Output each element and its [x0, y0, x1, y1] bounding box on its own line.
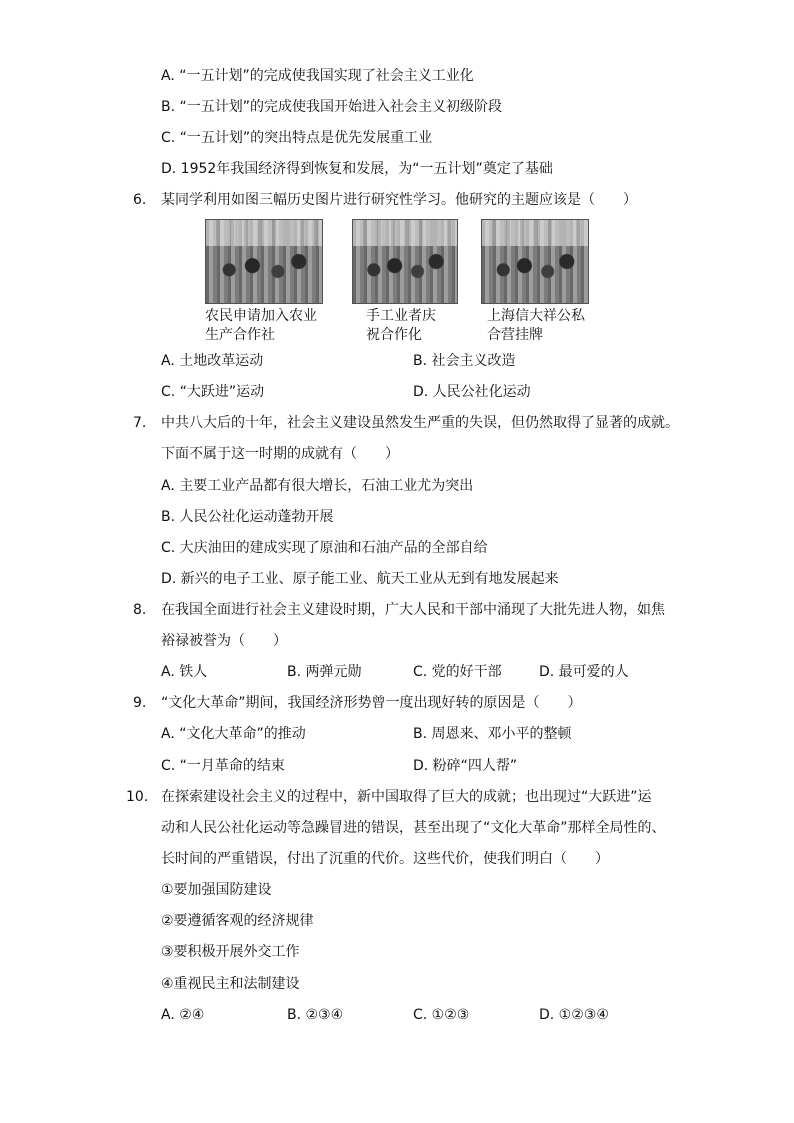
q10-item-3: ③要积极开展外交工作: [161, 944, 300, 960]
q8-option-d: D. 最可爱的人: [539, 664, 629, 680]
q7-option-a: A. 主要工业产品都有很大增长，石油工业尤为突出: [161, 478, 474, 494]
q10-option-b: B. ②③④: [287, 1007, 344, 1023]
q8-number: 8.: [133, 602, 147, 618]
q9-number: 9.: [133, 695, 147, 711]
q9-option-c: C. “一月革命的结束: [161, 758, 285, 774]
photo-caption-3b: 合营挂牌: [487, 327, 543, 343]
q6-option-a: A. 土地改革运动: [161, 353, 264, 369]
farmers-photo: [205, 219, 323, 304]
q7-option-b: B. 人民公社化运动蓬勃开展: [161, 509, 334, 525]
q10-stem-line3: 长时间的严重错误，付出了沉重的代价。这些代价，使我们明白（ ）: [161, 851, 609, 867]
shanghai-store-photo: [481, 219, 589, 304]
q5-option-b: B. “一五计划”的完成使我国开始进入社会主义初级阶段: [161, 99, 503, 115]
q6-option-d: D. 人民公社化运动: [413, 384, 531, 400]
q10-item-4: ④重视民主和法制建设: [161, 976, 300, 992]
photo-caption-2b: 祝合作化: [366, 327, 422, 343]
q9-option-d: D. 粉碎“四人帮”: [413, 758, 518, 774]
q7-option-d: D. 新兴的电子工业、原子能工业、航天工业从无到有地发展起来: [161, 571, 559, 587]
q10-item-1: ①要加强国防建设: [161, 882, 272, 898]
photo-caption-2a: 手工业者庆: [366, 308, 436, 324]
q8-option-c: C. 党的好干部: [413, 664, 502, 680]
q8-option-b: B. 两弹元勋: [287, 664, 362, 680]
q7-number: 7.: [133, 415, 147, 431]
photo-caption-1b: 生产合作社: [205, 327, 275, 343]
q5-option-d: D. 1952年我国经济得到恢复和发展，为“一五计划”奠定了基础: [161, 161, 553, 177]
q10-stem-line2: 动和人民公社化运动等急躁冒进的错误，甚至出现了“文化大革命”那样全局性的、: [161, 820, 666, 836]
q9-stem: “文化大革命”期间，我国经济形势曾一度出现好转的原因是（ ）: [161, 695, 582, 711]
q6-option-b: B. 社会主义改造: [413, 353, 516, 369]
q10-option-d: D. ①②③④: [539, 1007, 609, 1023]
q10-number: 10.: [126, 789, 149, 805]
q6-stem: 某同学利用如图三幅历史图片进行研究性学习。他研究的主题应该是（ ）: [161, 192, 637, 208]
q9-option-b: B. 周恩来、邓小平的整顿: [413, 726, 572, 742]
photo-caption-3a: 上海信大祥公私: [487, 308, 585, 324]
q5-option-a: A. “一五计划”的完成使我国实现了社会主义工业化: [161, 68, 474, 84]
q5-option-c: C. “一五计划”的突出特点是优先发展重工业: [161, 130, 433, 146]
q7-stem-line1: 中共八大后的十年，社会主义建设虽然发生严重的失误，但仍然取得了显著的成就。: [161, 415, 679, 431]
q10-stem-line1: 在探索建设社会主义的过程中，新中国取得了巨大的成就；也出现过“大跃进”运: [161, 789, 652, 805]
q7-stem-line2: 下面不属于这一时期的成就有（ ）: [161, 446, 399, 462]
q7-option-c: C. 大庆油田的建成实现了原油和石油产品的全部自给: [161, 540, 488, 556]
q8-option-a: A. 铁人: [161, 664, 208, 680]
q6-number: 6.: [133, 192, 147, 208]
photo-caption-1a: 农民申请加入农业: [205, 308, 317, 324]
q8-stem-line2: 裕禄被誉为（ ）: [161, 633, 287, 649]
q10-option-a: A. ②④: [161, 1007, 205, 1023]
q9-option-a: A. “文化大革命”的推动: [161, 726, 306, 742]
q8-stem-line1: 在我国全面进行社会主义建设时期，广大人民和干部中涌现了大批先进人物，如焦: [161, 602, 665, 618]
q10-option-c: C. ①②③: [413, 1007, 470, 1023]
q10-item-2: ②要遵循客观的经济规律: [161, 913, 314, 929]
handicraft-workers-photo: [352, 219, 458, 304]
q6-option-c: C. “大跃进”运动: [161, 384, 265, 400]
